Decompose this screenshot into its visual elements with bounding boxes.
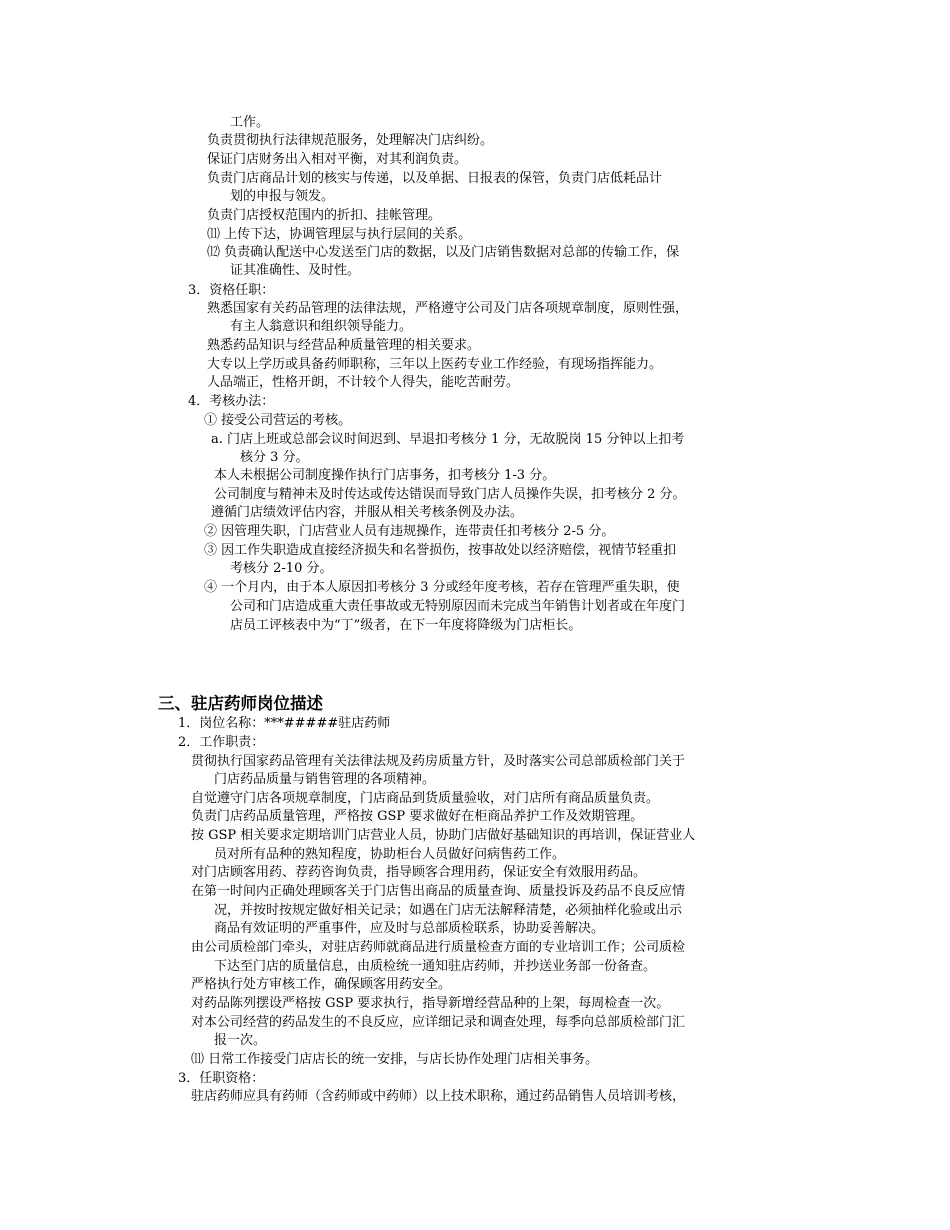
position-name: 1．岗位名称：***#####驻店药师 bbox=[178, 716, 391, 731]
duty-line: ⑾ 上传下达，协调管理层与执行层间的关系。 bbox=[207, 227, 472, 242]
qual-line: 驻店药师应具有药师（含药师或中药师）以上技术职称，通过药品销售人员培训考核， bbox=[191, 1089, 686, 1104]
assess-line: 考核分 2-10 分。 bbox=[230, 561, 333, 576]
qual-line: 熟悉药品知识与经营品种质量管理的相关要求。 bbox=[207, 338, 481, 353]
duty-line: 严格执行处方审核工作，确保顾客用药安全。 bbox=[191, 977, 452, 992]
duty-line: 自觉遵守门店各项规章制度，门店商品到货质量验收，对门店所有商品质量负责。 bbox=[191, 791, 660, 806]
assess-line: 遵循门店绩效评估内容，并服从相关考核条例及办法。 bbox=[211, 505, 524, 520]
duty-line: 由公司质检部门牵头，对驻店药师就商品进行质量检查方面的专业培训工作；公司质检 bbox=[191, 940, 686, 955]
section-title: 三、驻店药师岗位描述 bbox=[158, 694, 323, 713]
duty-line: 负责门店商品计划的核实与传递，以及单据、日报表的保管，负责门店低耗品计 bbox=[207, 171, 663, 186]
assess-line: 公司制度与精神未及时传达或传达错误而导致门店人员操作失误，扣考核分 2 分。 bbox=[214, 487, 686, 502]
duty-line: 负责门店药品质量管理，严格按 GSP 要求做好在柜商品养护工作及效期管理。 bbox=[191, 809, 644, 824]
qual-line: 大专以上学历或具备药师职称，三年以上医药专业工作经验，有现场指挥能力。 bbox=[207, 357, 663, 372]
duty-line: 在第一时间内正确处理顾客关于门店售出商品的质量查询、质量投诉及药品不良反应情 bbox=[191, 884, 686, 899]
duty-line: 员对所有品种的熟知程度，协助柜台人员做好问病售药工作。 bbox=[214, 847, 566, 862]
section-heading: 2．工作职责： bbox=[178, 735, 265, 750]
duty-line: 下达至门店的质量信息，由质检统一通知驻店药师，并抄送业务部一份备查。 bbox=[214, 959, 657, 974]
assess-line: a. 门店上班或总部会议时间迟到、早退扣考核分 1 分，无故脱岗 15 分钟以上扣考 bbox=[211, 432, 685, 447]
assess-line: 店员工评核表中为“丁”级者，在下一年度将降级为门店柜长。 bbox=[230, 618, 582, 633]
qual-line: 人品端正，性格开朗，不计较个人得失，能吃苦耐劳。 bbox=[207, 375, 520, 390]
duty-line: 按 GSP 相关要求定期培训门店营业人员，协助门店做好基础知识的再培训，保证营业人 bbox=[191, 828, 696, 843]
section-heading: 3．资格任职： bbox=[188, 283, 275, 298]
duty-line: ⑿ 负责确认配送中心发送至门店的数据，以及门店销售数据对总部的传输工作，保 bbox=[207, 245, 680, 260]
duty-line: 商品有效证明的严重事件，应及时与总部质检联系，协助妥善解决。 bbox=[214, 921, 605, 936]
assess-line: ② 因管理失职，门店营业人员有违规操作，连带责任扣考核分 2-5 分。 bbox=[204, 524, 615, 539]
duty-line: 报一次。 bbox=[214, 1033, 267, 1048]
duty-line: 划的申报与领发。 bbox=[230, 189, 335, 204]
duty-line: 对门店顾客用药、荐药咨询负责，指导顾客合理用药，保证安全有效服用药品。 bbox=[191, 865, 647, 880]
assess-line: 核分 3 分。 bbox=[240, 450, 309, 465]
section-heading: 3．任职资格： bbox=[178, 1071, 265, 1086]
duty-line: 保证门店财务出入相对平衡，对其利润负责。 bbox=[207, 152, 468, 167]
duty-line: 对药品陈列摆设严格按 GSP 要求执行，指导新增经营品种的上架，每周检查一次。 bbox=[191, 996, 670, 1011]
duty-line: 证其准确性、及时性。 bbox=[230, 263, 361, 278]
duty-line: 况，并按时按规定做好相关记录；如遇在门店无法解释清楚，必须抽样化验或出示 bbox=[214, 903, 683, 918]
assess-line: ① 接受公司营运的考核。 bbox=[204, 413, 352, 428]
qual-line: 熟悉国家有关药品管理的法律法规，严格遵守公司及门店各项规章制度，原则性强， bbox=[207, 301, 689, 316]
qual-line: 有主人翁意识和组织领导能力。 bbox=[230, 319, 413, 334]
duty-line: 门店药品质量与销售管理的各项精神。 bbox=[214, 772, 436, 787]
assess-line: 本人未根据公司制度操作执行门店事务，扣考核分 1-3 分。 bbox=[214, 468, 556, 483]
duty-line: ⑾ 日常工作接受门店店长的统一安排，与店长协作处理门店相关事务。 bbox=[191, 1052, 599, 1067]
duty-line: 负责贯彻执行法律规范服务，处理解决门店纠纷。 bbox=[207, 133, 494, 148]
assess-line: ③ 因工作失职造成直接经济损失和名誉损伤，按事故处以经济赔偿，视情节轻重扣 bbox=[204, 543, 677, 558]
assess-line: ④ 一个月内，由于本人原因扣考核分 3 分或经年度考核，若存在管理严重失职，使 bbox=[204, 580, 680, 595]
duty-line: 贯彻执行国家药品管理有关法律法规及药房质量方针，及时落实公司总部质检部门关于 bbox=[191, 754, 686, 769]
section-heading: 4．考核办法： bbox=[188, 394, 275, 409]
assess-line: 公司和门店造成重大责任事故或无特别原因而未完成当年销售计划者或在年度门 bbox=[230, 599, 686, 614]
duty-line: 工作。 bbox=[230, 115, 270, 130]
duty-line: 负责门店授权范围内的折扣、挂帐管理。 bbox=[207, 208, 442, 223]
duty-line: 对本公司经营的药品发生的不良反应，应详细记录和调查处理，每季向总部质检部门汇 bbox=[191, 1015, 686, 1030]
